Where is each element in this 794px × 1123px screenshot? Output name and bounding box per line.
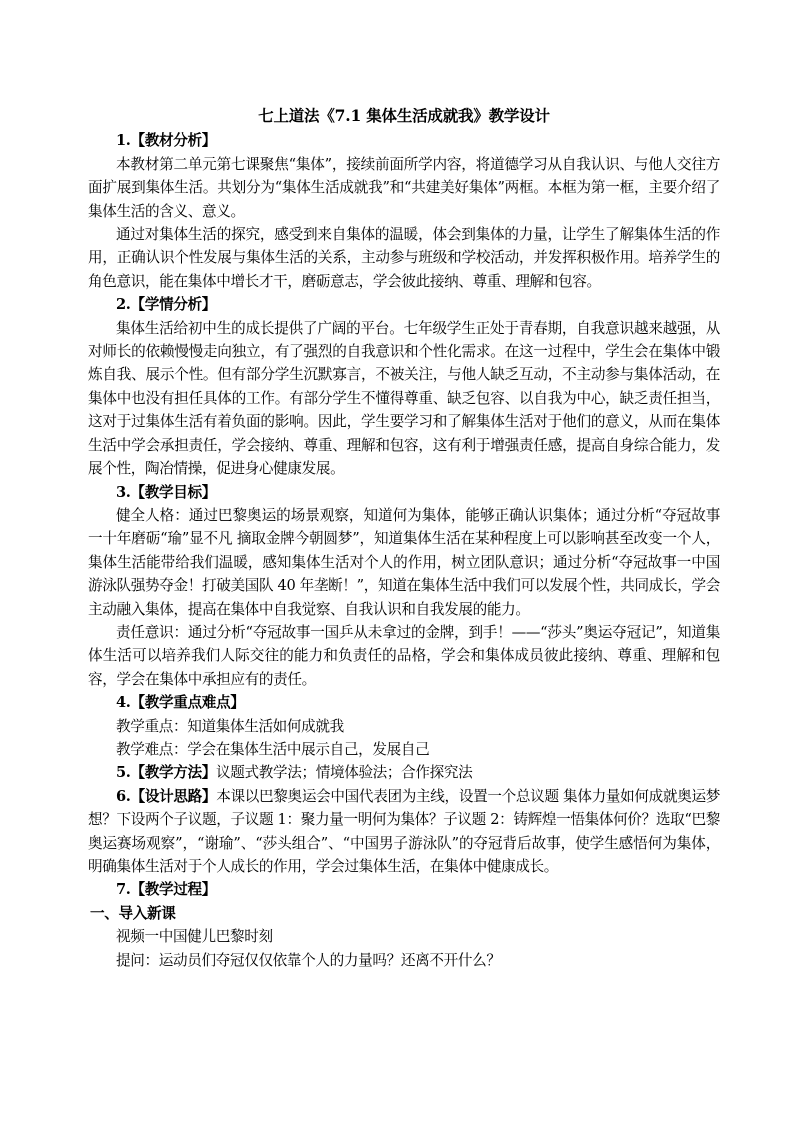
paragraph: 集体生活给初中生的成长提供了广阔的平台。七年级学生正处于青春期，自我意识越来越强，从对师长的依赖慢慢走向独立，有了强烈的自我意识和个性化需求。在这一过程中，学生会在集体中锻炼自我、展示个性。但有部分学生沉默寡言，不被关注，与他人缺乏互动，不主动参与集体活动，在集体中也没有担任具体的工作。有部分学生不懂得尊重、缺乏包容、以自我为中心，缺乏责任担当，这对于过集体生活有着负面的影响。因此，学生要学习和了解集体生活对于他们的意义，从而在集体生活中学会承担责任，学会接纳、尊重、理解和包容，这有利于增强责任感，提高自身综合能力，发展个性，陶冶情操，促进身心健康发展。 xyxy=(88,319,720,478)
section-heading-teaching-objectives: 3.【教学目标】 xyxy=(116,483,216,501)
subsection-heading: 一、导入新课 xyxy=(90,904,176,922)
section-heading-teaching-process: 7.【教学过程】 xyxy=(116,881,216,899)
section-design-idea xyxy=(88,785,720,879)
paragraph: 通过对集体生活的探究，感受到来自集体的温暖，体会到集体的力量，让学生了解集体生活的作用，正确认识个性发展与集体生活的关系，主动参与班级和学校活动，并发挥积极作用。培养学生的角色意识，能在集体中增长才干，磨砺意志，学会彼此接纳、尊重、理解和包容。 xyxy=(88,226,720,290)
paragraph: 健全人格：通过巴黎奥运的场景观察，知道何为集体，能够正确认识集体；通过分析“夺冠故事一十年磨砺“瑜”显不凡 摘取金牌今朝圆梦”，知道集体生活在某种程度上可以影响甚至改变一个人，集体生活能带给我们温暖，感知集体生活对个人的作用，树立团队意识；通过分析“夺冠故事一中国游泳队强势夺金！打破美国队 40 年垄断！”，知道在集体生活中我们可以发展个性，共同成长，学会主动融入集体，提高在集体中自我觉察、自我认识和自我发展的能力。 xyxy=(88,506,720,618)
section-heading-student-analysis: 2.【学情分析】 xyxy=(116,296,216,314)
section-heading-design-idea: 6.【设计思路】 xyxy=(116,787,217,805)
document-body xyxy=(88,104,720,972)
paragraph: 教学重点：知道集体生活如何成就我 xyxy=(116,717,344,735)
section-text: 本课以巴黎奥运会中国代表团为主线，设置一个总议题 集体力量如何成就奥运梦想？下设两个子议题，子议题 1：聚力量一明何为集体？子议题 2：铸辉煌一悟集体何价？选取“巴黎奥运赛场观察”，“谢瑜”、“莎头组合”、“中国男子游泳队”的夺冠背后故事，使学生感悟何为集体，明确集体生活对于个人成长的作用，学会过集体生活，在集体中健康成长。 xyxy=(88,787,721,875)
document-title: 七上道法《7.1 集体生活成就我》教学设计 xyxy=(258,106,550,125)
paragraph: 教学难点：学会在集体生活中展示自己，发展自己 xyxy=(116,740,430,758)
section-heading-teaching-methods: 5.【教学方法】 xyxy=(116,764,216,782)
section-heading-textbook-analysis: 1.【教材分析】 xyxy=(116,132,216,150)
paragraph: 提问：运动员们夺冠仅仅依靠个人的力量吗？还离不开什么？ xyxy=(116,951,501,969)
section-text: 议题式教学法；情境体验法；合作探究法 xyxy=(216,764,473,782)
section-heading-key-points: 4.【教学重点难点】 xyxy=(116,694,245,712)
paragraph: 本教材第二单元第七课聚焦“集体”，接续前面所学内容，将道德学习从自我认识、与他人交往方面扩展到集体生活。共划分为“集体生活成就我”和“共建美好集体”两框。本框为第一框，主要介绍了集体生活的含义、意义。 xyxy=(88,155,720,220)
paragraph: 视频一中国健儿巴黎时刻 xyxy=(116,928,273,946)
paragraph: 责任意识：通过分析“夺冠故事一国乒从未拿过的金牌，到手！——“莎头”奥运夺冠记”，知道集体生活可以培养我们人际交往的能力和负责任的品格，学会和集体成员彼此接纳、尊重、理解和包容，学会在集体中承担应有的责任。 xyxy=(88,623,720,688)
section-teaching-methods xyxy=(88,761,720,784)
